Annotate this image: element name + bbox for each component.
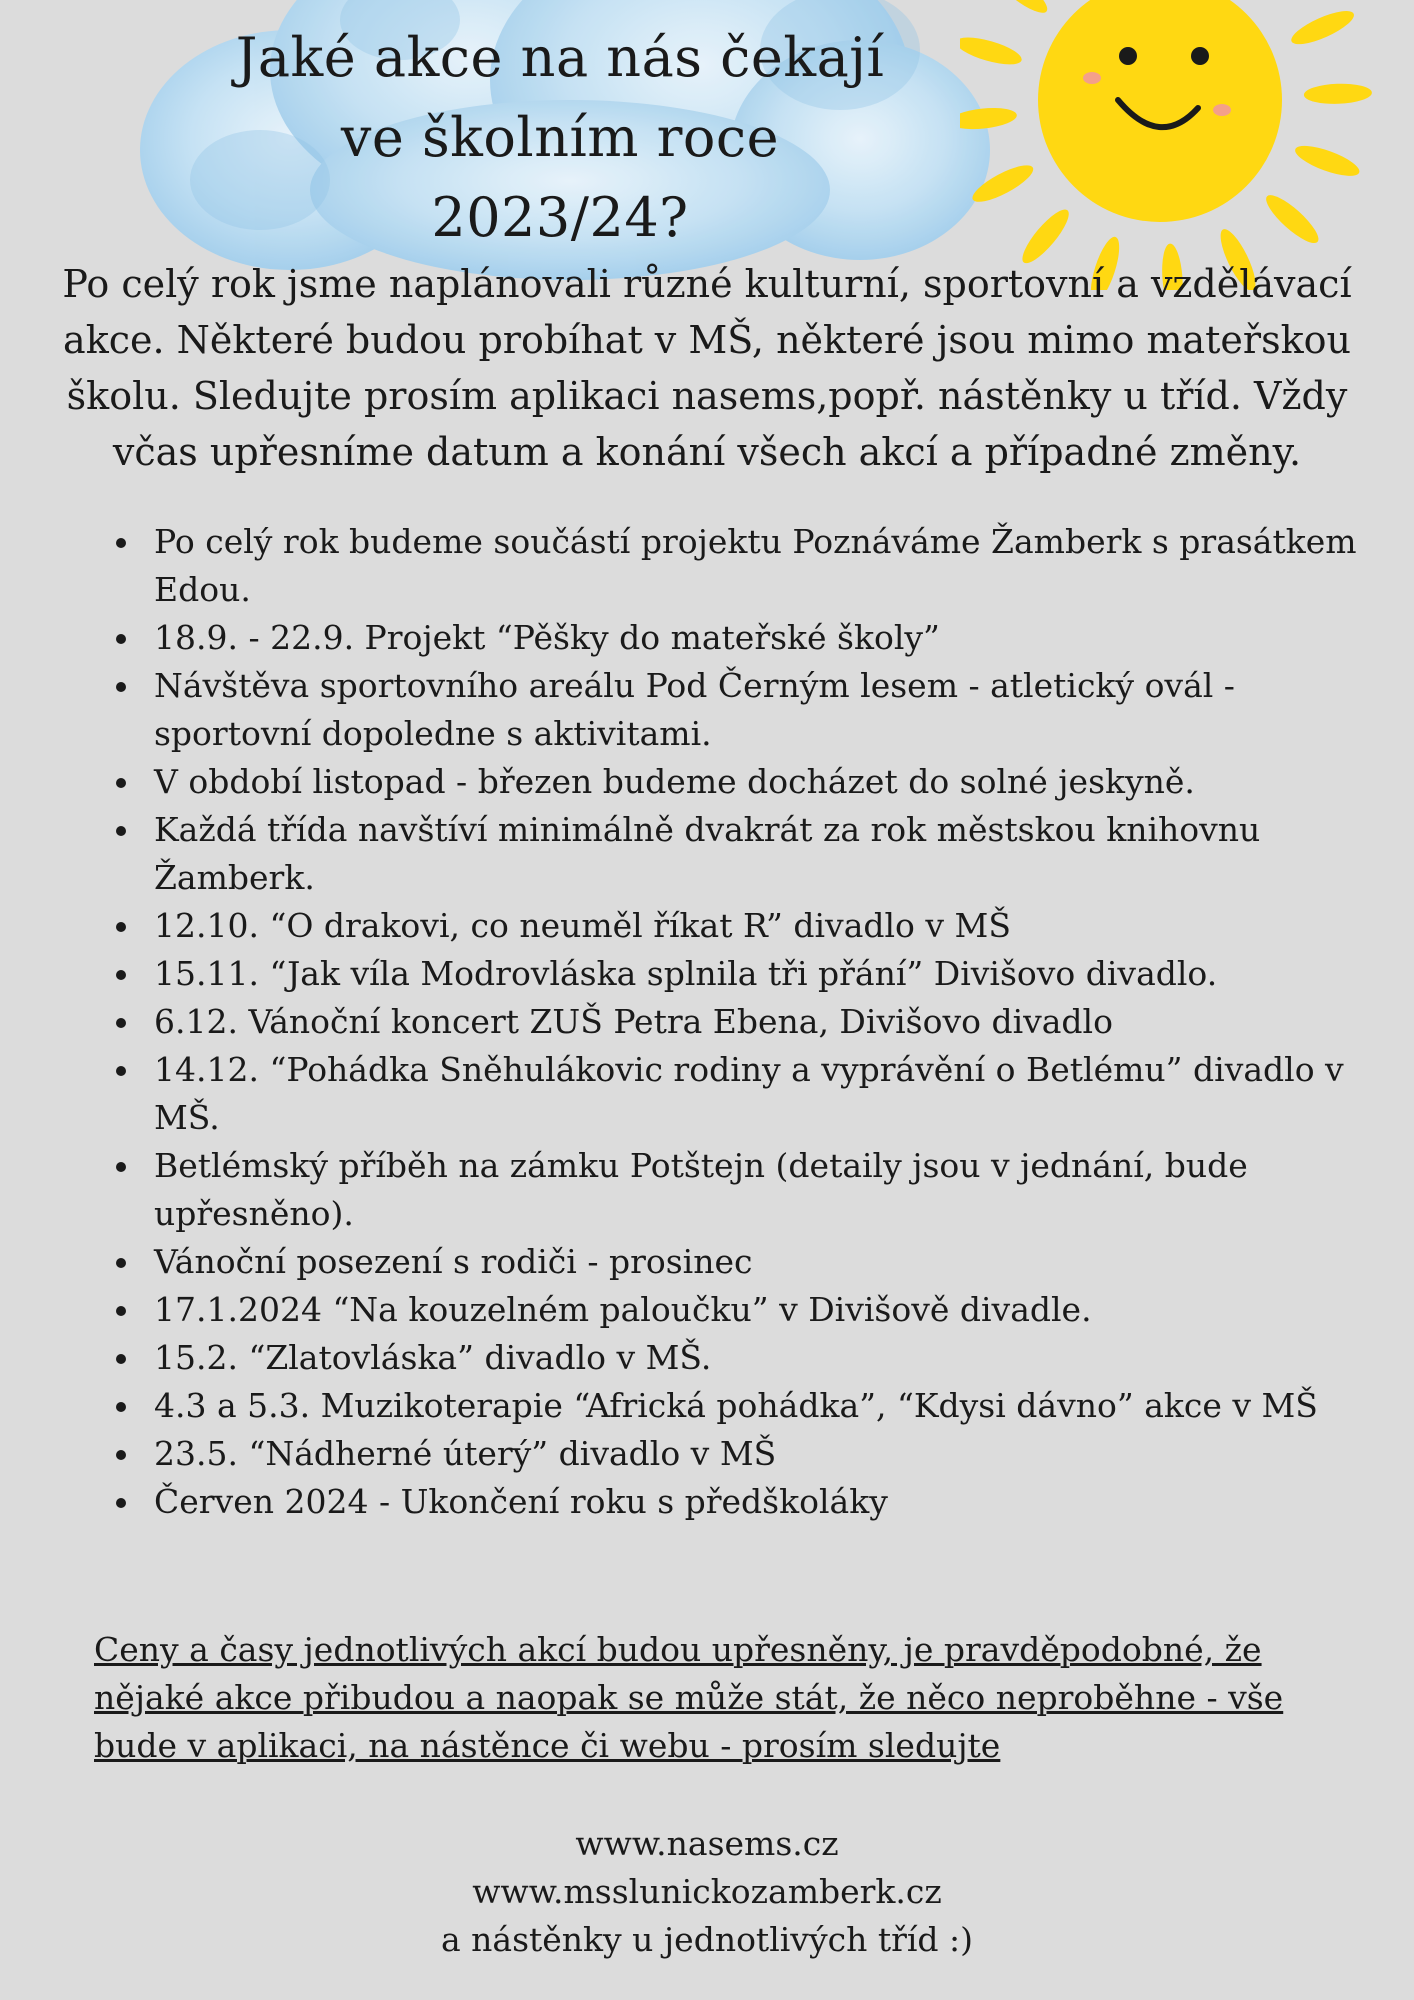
list-item: 18.9. - 22.9. Projekt “Pěšky do mateřské školy”: [154, 614, 1384, 662]
title-line-3: 2023/24?: [431, 186, 689, 249]
list-item: 4.3 a 5.3. Muzikoterapie “Africká pohádka”, “Kdysi dávno” akce v MŠ: [154, 1382, 1384, 1430]
list-item: 17.1.2024 “Na kouzelném paloučku” v Divišově divadle.: [154, 1286, 1384, 1334]
list-item: Červen 2024 - Ukončení roku s předškoláky: [154, 1478, 1384, 1526]
sun-cheek-right: [1213, 104, 1231, 116]
notice-text: Ceny a časy jednotlivých akcí budou upřesněny, je pravděpodobné, že nějaké akce přibudou a naopak se může stát, že něco neproběhne - vše bude v aplikaci, na nástěnce či webu - prosím sledujte: [94, 1630, 1284, 1765]
events-list: [110, 518, 1384, 1526]
website-link-nasems[interactable]: www.nasems.cz: [575, 1824, 839, 1863]
list-item: Každá třída navštíví minimálně dvakrát za rok městskou knihovnu Žamberk.: [154, 806, 1384, 902]
list-item: 6.12. Vánoční koncert ZUŠ Petra Ebena, Divišovo divadlo: [154, 998, 1384, 1046]
title-line-2: ve školním roce: [340, 106, 780, 169]
footer: [0, 1820, 1414, 1964]
list-item: 14.12. “Pohádka Sněhulákovic rodiny a vyprávění o Betlému” divadlo v MŠ.: [154, 1046, 1384, 1142]
title-line-1: Jaké akce na nás čekají: [235, 26, 885, 89]
sun-illustration: [960, 0, 1400, 290]
list-item: 15.11. “Jak víla Modrovláska splnila tři přání” Divišovo divadlo.: [154, 950, 1384, 998]
list-item: Vánoční posezení s rodiči - prosinec: [154, 1238, 1384, 1286]
sun-eye-left: [1119, 47, 1137, 65]
list-item: Po celý rok budeme součástí projektu Poznáváme Žamberk s prasátkem Edou.: [154, 518, 1384, 614]
page-title: [160, 18, 960, 258]
list-item: 15.2. “Zlatovláska” divadlo v MŠ.: [154, 1334, 1384, 1382]
intro-paragraph: Po celý rok jsme naplánovali různé kulturní, sportovní a vzdělávací akce. Některé budou probíhat v MŠ, některé jsou mimo mateřskou školu. Sledujte prosím aplikaci nasems,popř. nástěnky u tříd. Vždy včas upřesníme datum a konání všech akcí a případné změny.: [62, 262, 1352, 474]
list-item: Návštěva sportovního areálu Pod Černým lesem - atletický ovál - sportovní dopoledne s aktivitami.: [154, 662, 1384, 758]
list-item: 23.5. “Nádherné úterý” divadlo v MŠ: [154, 1430, 1384, 1478]
footer-noticeboards-text: a nástěnky u jednotlivých tříd :): [440, 1920, 974, 1959]
list-item: 12.10. “O drakovi, co neuměl říkat R” divadlo v MŠ: [154, 902, 1384, 950]
website-link-school[interactable]: www.msslunickozamberk.cz: [472, 1872, 942, 1911]
list-item: V období listopad - březen budeme docházet do solné jeskyně.: [154, 758, 1384, 806]
list-item: Betlémský příběh na zámku Potštejn (detaily jsou v jednání, bude upřesněno).: [154, 1142, 1384, 1238]
sun-cheek-left: [1083, 72, 1101, 84]
sun-face: [1038, 0, 1282, 222]
sun-eye-right: [1191, 47, 1209, 65]
